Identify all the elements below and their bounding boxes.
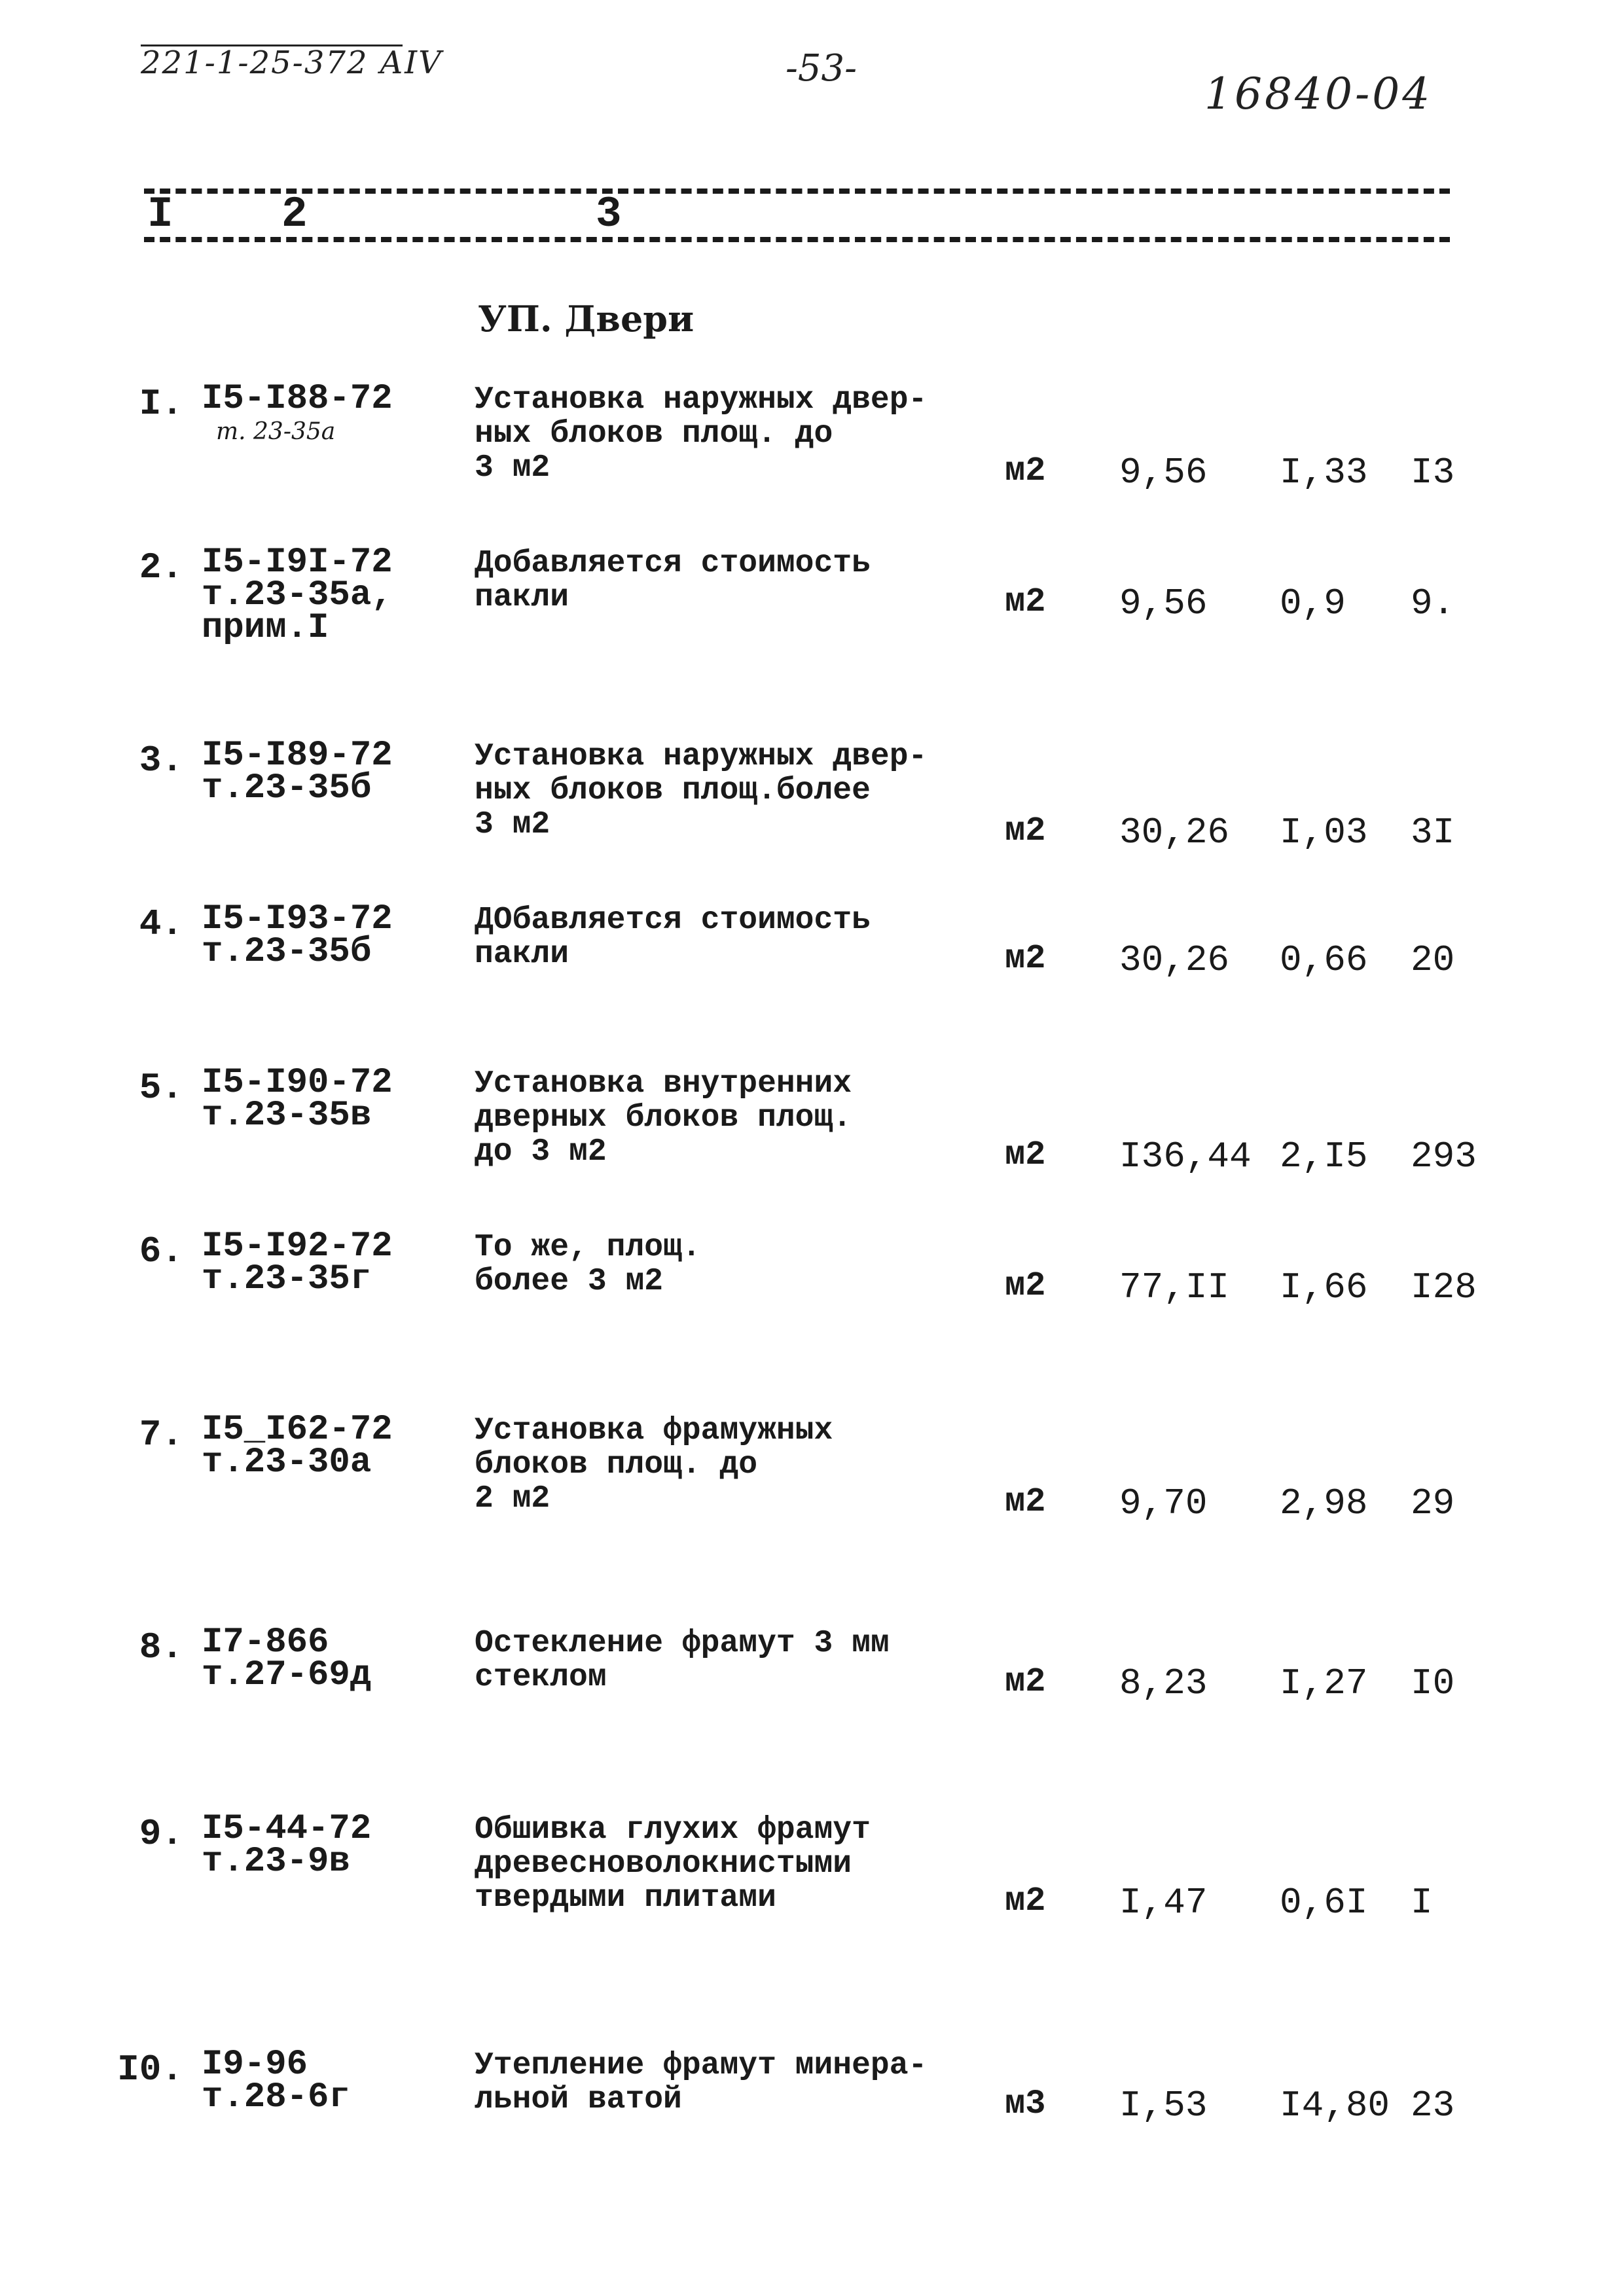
description-line: льной ватой	[475, 2082, 682, 2117]
unit-rate: 0,9	[1280, 583, 1346, 624]
norm-code: I5-I9I-72	[202, 543, 393, 583]
description-line: Утепление фрамут минера-	[475, 2048, 928, 2083]
work-description	[475, 2049, 972, 2117]
column-header-2: 2	[281, 190, 308, 239]
norm-table-ref: т.28-6г	[202, 2077, 350, 2117]
work-description	[475, 903, 972, 971]
quantity: 9,56	[1119, 583, 1208, 624]
quantity: 9,70	[1119, 1482, 1208, 1524]
description-line: То же, площ.	[475, 1230, 701, 1265]
description-line: Добавляется стоимость	[475, 546, 871, 581]
description-line: дверных блоков площ.	[475, 1100, 852, 1136]
norm-table-ref: т.27-69д	[202, 1655, 372, 1695]
work-description	[475, 1626, 972, 1695]
norm-code: I7-866	[202, 1623, 329, 1662]
description-line: Обшивка глухих фрамут	[475, 1812, 871, 1848]
description-line: твердыми плитами	[475, 1880, 776, 1916]
description-line: ДОбавляется стоимость	[475, 903, 871, 938]
row-number: 2.	[139, 547, 183, 588]
total: 293	[1411, 1136, 1477, 1177]
table-top-rule	[144, 188, 1450, 194]
description-line: до 3 м2	[475, 1134, 607, 1170]
quantity: 9,56	[1119, 452, 1208, 493]
row-number: 9.	[139, 1813, 183, 1855]
row-number: 5.	[139, 1067, 183, 1109]
norm-reference	[202, 1809, 372, 1882]
norm-code: I5-I88-72	[202, 379, 393, 419]
total: 20	[1411, 939, 1455, 981]
page-number: -53-	[785, 47, 857, 90]
norm-code: I5-I93-72	[202, 899, 393, 939]
unit-rate: 2,98	[1280, 1482, 1368, 1524]
norm-table-ref: т.23-35б	[202, 932, 372, 972]
unit: м2	[1005, 452, 1046, 490]
work-description	[475, 547, 972, 615]
work-description	[475, 383, 972, 485]
norm-table-ref: т.23-35б	[202, 768, 372, 808]
work-description	[475, 1230, 972, 1299]
unit: м3	[1005, 2085, 1046, 2123]
unit-rate: I4,80	[1280, 2085, 1390, 2126]
description-line: пакли	[475, 937, 569, 972]
description-line: Установка наружных двер-	[475, 739, 928, 774]
total: 9.	[1411, 583, 1455, 624]
description-line: Установка фрамужных	[475, 1413, 833, 1448]
total: 29	[1411, 1482, 1455, 1524]
norm-reference	[202, 1063, 393, 1136]
norm-code: I5-I92-72	[202, 1227, 393, 1266]
description-line: 2 м2	[475, 1481, 550, 1516]
total: I3	[1411, 452, 1455, 493]
description-line: Установка наружных двер-	[475, 382, 928, 418]
quantity: 30,26	[1119, 939, 1230, 981]
table-header-rule	[144, 237, 1450, 242]
norm-reference	[202, 899, 393, 972]
quantity: 77,II	[1119, 1266, 1230, 1308]
norm-table-ref: т.23-35а,	[202, 575, 393, 615]
description-line: ных блоков площ.более	[475, 773, 871, 808]
row-number: 3.	[139, 740, 183, 781]
unit-rate: 0,6I	[1280, 1882, 1368, 1924]
norm-reference	[202, 543, 393, 648]
total: I	[1411, 1882, 1433, 1924]
description-line: Остекление фрамут 3 мм	[475, 1626, 890, 1661]
description-line: 3 м2	[475, 450, 550, 486]
norm-reference	[202, 736, 393, 808]
description-line: 3 м2	[475, 807, 550, 842]
quantity: I,47	[1119, 1882, 1208, 1924]
unit-rate: I,03	[1280, 812, 1368, 853]
norm-code: I5-I89-72	[202, 736, 393, 776]
unit: м2	[1005, 1662, 1046, 1701]
total: I0	[1411, 1662, 1455, 1704]
norm-reference	[202, 1623, 372, 1695]
description-line: ных блоков площ. до	[475, 416, 833, 452]
row-number: 4.	[139, 903, 183, 945]
norm-code: I5_I62-72	[202, 1410, 393, 1450]
norm-table-ref: т.23-35в	[202, 1096, 372, 1136]
description-line: стеклом	[475, 1660, 607, 1695]
work-description	[475, 1067, 972, 1169]
total: 3I	[1411, 812, 1455, 853]
quantity: 8,23	[1119, 1662, 1208, 1704]
norm-table-ref: т.23-35г	[202, 1259, 372, 1299]
total: I28	[1411, 1266, 1477, 1308]
norm-reference	[202, 1227, 393, 1299]
norm-reference	[202, 379, 393, 448]
norm-table-ref: прим.I	[202, 608, 329, 648]
column-header-1: I	[147, 190, 173, 239]
description-line: Установка внутренних	[475, 1066, 852, 1102]
unit: м2	[1005, 1136, 1046, 1174]
description-line: древесноволокнистыми	[475, 1846, 852, 1882]
description-line: блоков площ. до	[475, 1447, 758, 1482]
quantity: I,53	[1119, 2085, 1208, 2126]
unit: м2	[1005, 939, 1046, 978]
section-title: УП. Двери	[478, 298, 695, 340]
unit: м2	[1005, 583, 1046, 621]
unit-rate: I,33	[1280, 452, 1368, 493]
description-line: более 3 м2	[475, 1264, 664, 1299]
norm-code: I5-I90-72	[202, 1063, 393, 1103]
description-line: пакли	[475, 580, 569, 615]
unit: м2	[1005, 812, 1046, 850]
norm-code: I5-44-72	[202, 1809, 372, 1849]
total: 23	[1411, 2085, 1455, 2126]
row-number: 6.	[139, 1230, 183, 1272]
row-number: 8.	[139, 1626, 183, 1668]
document-code-overline	[141, 45, 403, 46]
row-number: I0.	[117, 2049, 183, 2090]
work-description	[475, 740, 972, 842]
norm-code: I9-96	[202, 2045, 308, 2085]
unit-rate: I,27	[1280, 1662, 1368, 1704]
work-description	[475, 1813, 972, 1915]
unit: м2	[1005, 1882, 1046, 1920]
document-code: 221-1-25-372 АIV	[141, 45, 442, 81]
unit-rate: 2,I5	[1280, 1136, 1368, 1177]
norm-table-ref: т.23-9в	[202, 1842, 350, 1882]
norm-table-ref: т. 23-35а	[216, 418, 336, 445]
unit-rate: I,66	[1280, 1266, 1368, 1308]
quantity: I36,44	[1119, 1136, 1252, 1177]
row-number: I.	[139, 383, 183, 425]
archive-number: 16840-04	[1204, 69, 1433, 119]
norm-table-ref: т.23-30а	[202, 1443, 372, 1482]
unit: м2	[1005, 1266, 1046, 1305]
unit-rate: 0,66	[1280, 939, 1368, 981]
quantity: 30,26	[1119, 812, 1230, 853]
unit: м2	[1005, 1482, 1046, 1521]
norm-reference	[202, 1410, 393, 1482]
norm-reference	[202, 2045, 350, 2117]
row-number: 7.	[139, 1414, 183, 1456]
column-header-3: 3	[596, 190, 622, 239]
work-description	[475, 1414, 972, 1516]
